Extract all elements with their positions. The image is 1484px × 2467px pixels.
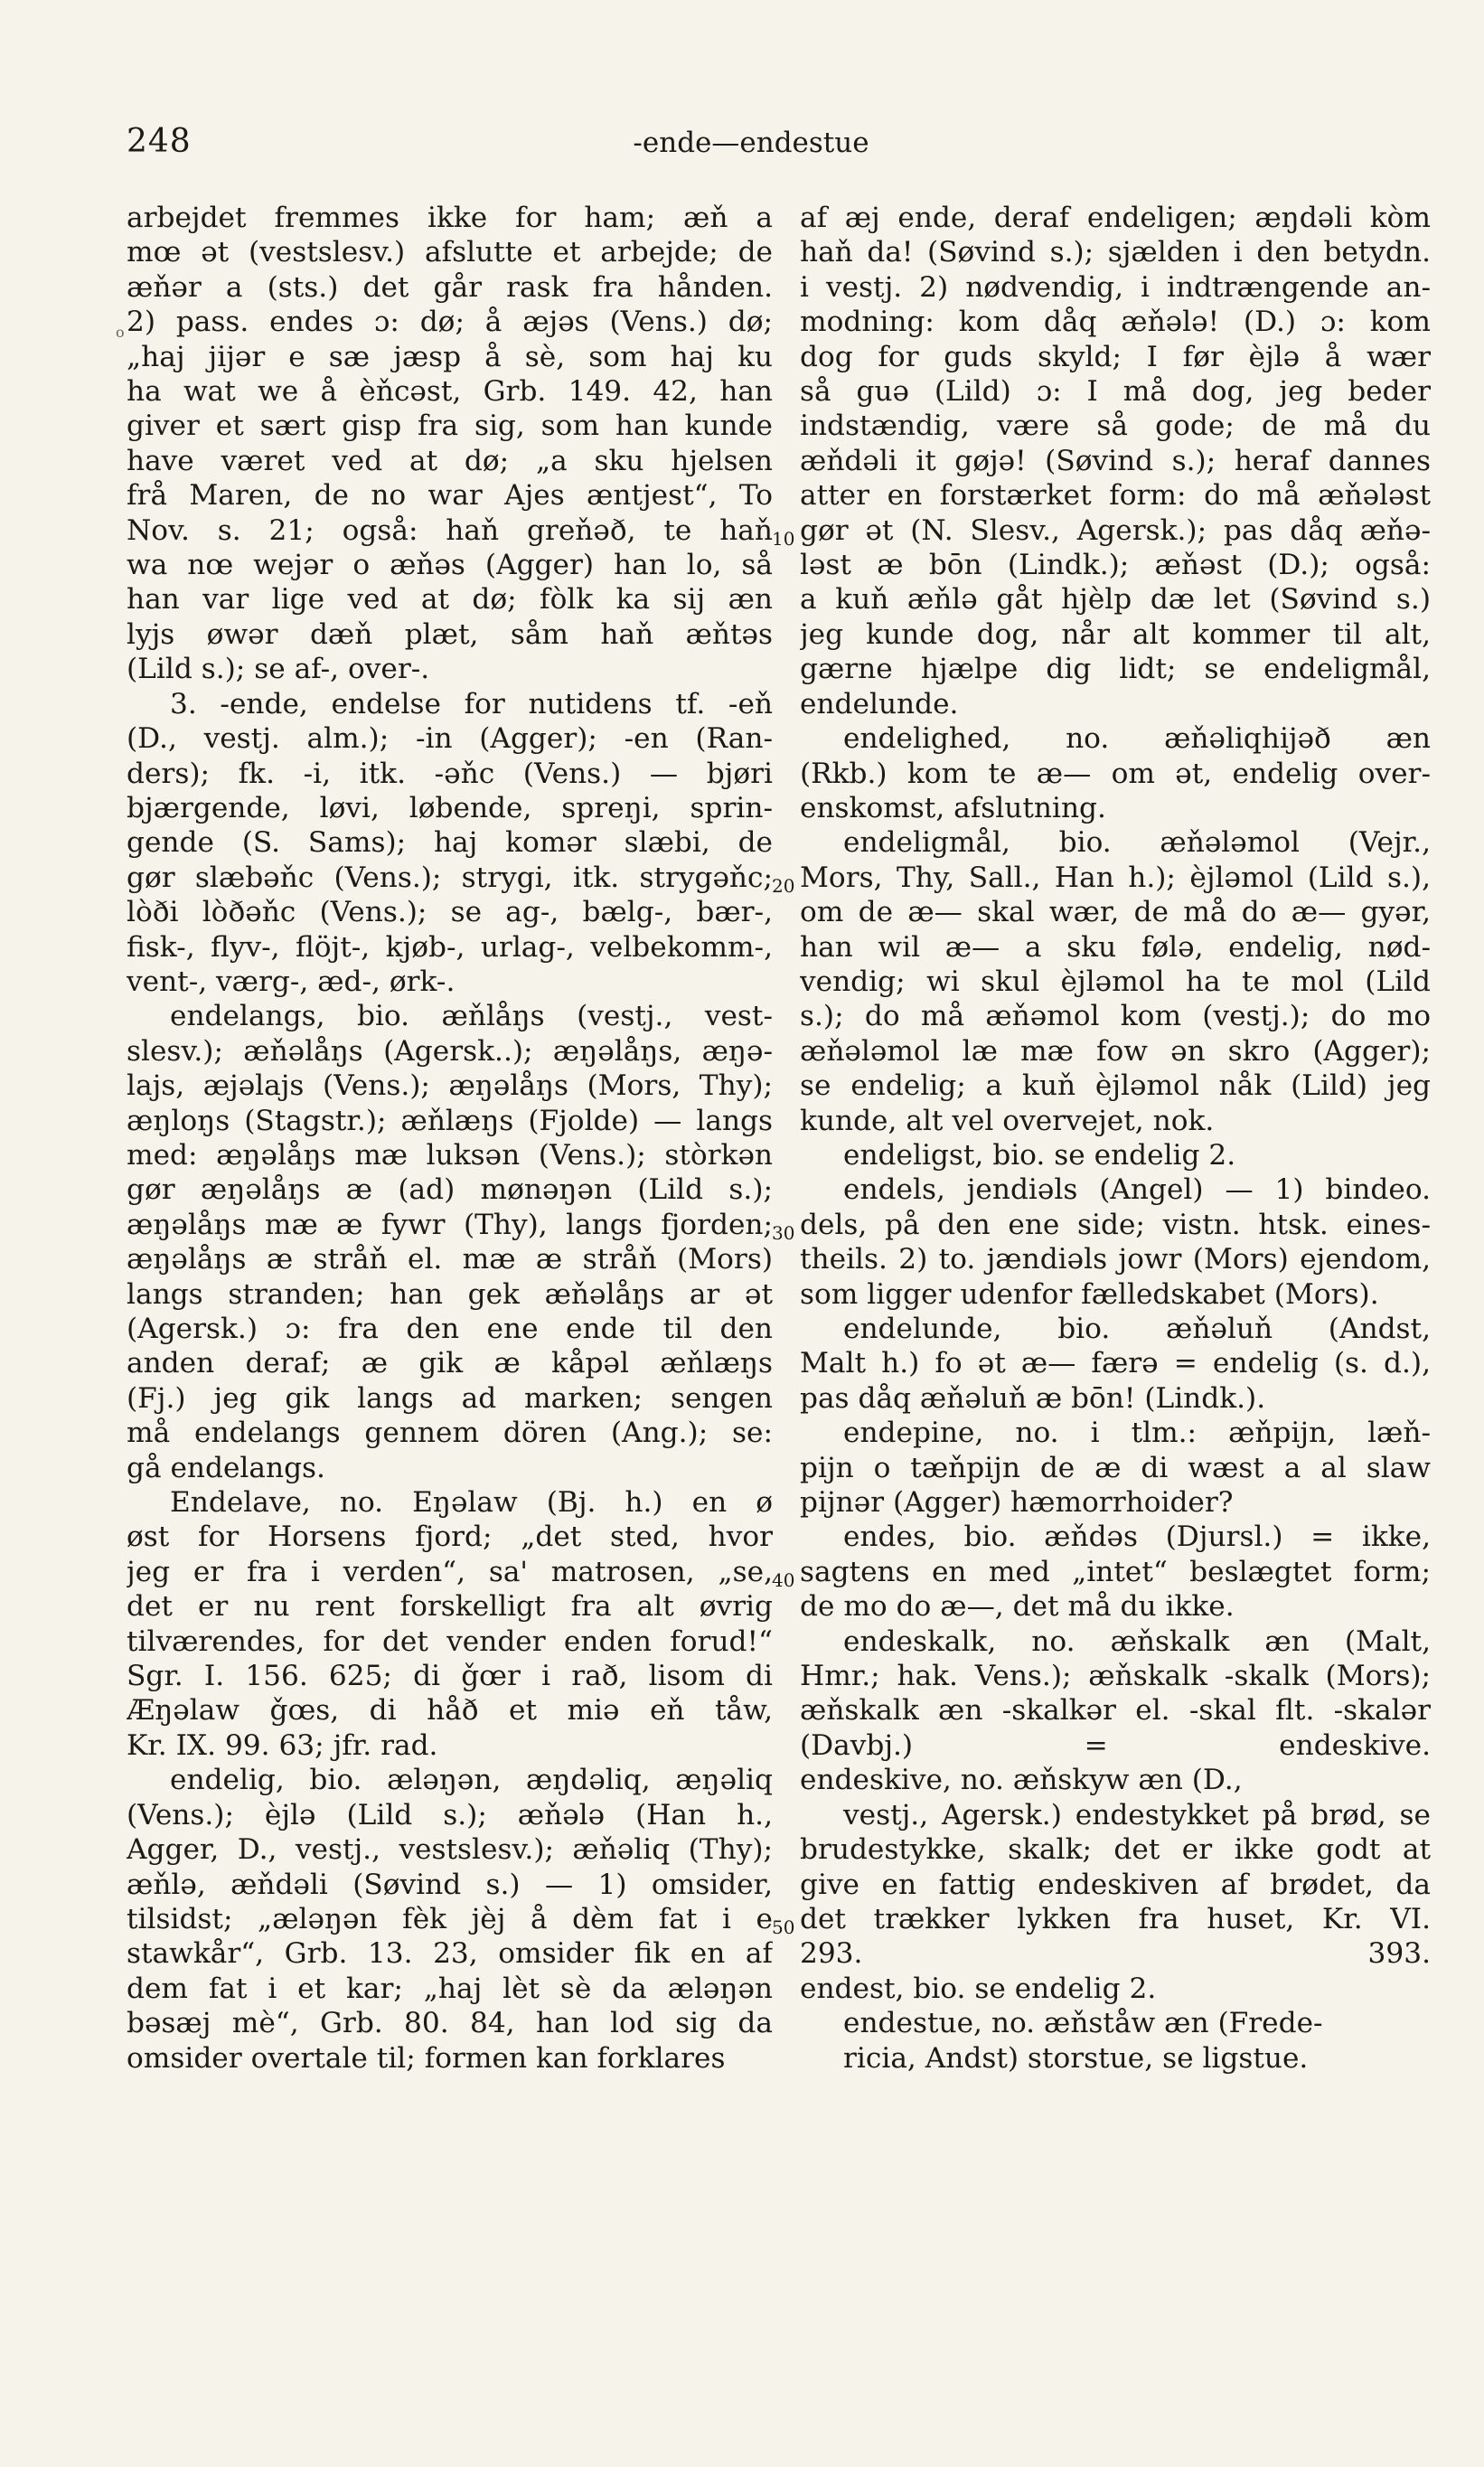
text-line: dem fat i et kar; „haj lèt sè da æləŋən	[127, 1972, 773, 2005]
text-line: enskomst, afslutning.	[800, 791, 1106, 824]
text-line: wa nœ wejər o æňəs (Agger) han lo, så	[127, 549, 773, 582]
text-line: (Davbj.) = endeskive.	[800, 1728, 1431, 1762]
text-line: Malt h.) fo ət æ— færə = endelig (s. d.),	[800, 1347, 1431, 1380]
text-line: fisk-, flyv-, flöjt-, kjøb-, urlag-, velbekomm-,	[127, 930, 773, 964]
text-line: (Lild s.); se af-, over-.	[127, 653, 430, 686]
text-line: om de æ— skal wær, de må do æ— gyər,	[800, 896, 1431, 929]
text-line: „haj jijər e sæ jæsp å sè, som haj ku	[127, 340, 773, 373]
text-line: (Rkb.) kom te æ— om ət, endelig over-	[800, 757, 1431, 790]
text-line: gør æŋəlåŋs æ (ad) mønəŋən (Lild s.);	[127, 1173, 773, 1207]
text-line: mœ ət (vestslesv.) afslutte et arbejde; de	[127, 236, 773, 269]
text-line: arbejdet fremmes ikke for ham; æň a	[127, 202, 773, 234]
text-line: jeg kunde dog, når alt kommer til alt,	[800, 617, 1431, 651]
text-line: pijnər (Agger) hæmorrhoider?	[800, 1486, 1234, 1520]
text-line: æňlə, æňdəli (Søvind s.) — 1) omsider,	[127, 1868, 773, 1901]
text-line: æňdəli it gøjə! (Søvind s.); heraf dannes	[800, 444, 1431, 477]
text-line: vent-, værg-, æd-, ørk-.	[127, 965, 456, 998]
running-head: -ende—endestue	[633, 127, 869, 159]
text-line: jeg er fra i verden“, sa' matrosen, „se,	[127, 1555, 773, 1588]
text-line: (Vens.); èjlə (Lild s.); æňələ (Han h.,	[127, 1798, 773, 1831]
text-line: endepine, no. i tlm.: æňpijn, læň-	[843, 1417, 1431, 1450]
text-line: øst for Horsens fjord; „det sted, hvor	[127, 1521, 773, 1554]
text-line: han var lige ved at dø; fòlk ka sij æn	[127, 583, 773, 617]
text-line: 293. 393.	[800, 1937, 1431, 1971]
text-line: pijn o tæňpijn de æ di wæst a al slaw	[800, 1451, 1431, 1484]
text-line: langs stranden; han gek æňəlåŋs ar ət	[127, 1277, 773, 1311]
text-line: endest, bio. se endelig 2.	[800, 1972, 1157, 2005]
text-line: frå Maren, de no war Ajes æntjest“, To	[127, 479, 773, 513]
text-line: tilsidst; „æləŋən fèk jèj å dèm fat i e	[127, 1902, 773, 1935]
text-line: give en fattig endeskiven af brødet, da	[800, 1868, 1431, 1901]
text-line: Æŋəlaw ǧœs, di håð et miə eň tåw,	[127, 1694, 773, 1728]
text-line: indstændig, være så gode; de må du	[800, 410, 1431, 443]
page-header	[127, 123, 1376, 168]
text-line: endelunde.	[800, 687, 959, 720]
text-line: Hmr.; hak. Vens.); æňskalk -skalk (Mors);	[800, 1660, 1431, 1693]
text-line: det trækker lykken fra huset, Kr. VI.	[800, 1902, 1431, 1935]
text-line: æňskalk æn -skalkər el. -skal flt. -skalər	[800, 1694, 1431, 1728]
text-line: æňələmol læ mæ fow ən skro (Agger);	[800, 1034, 1431, 1068]
text-line: Mors, Thy, Sall., Han h.); èjləmol (Lild s.),	[800, 861, 1431, 894]
text-line: bjærgende, løvi, løbende, spreŋi, sprin-	[127, 791, 773, 824]
text-line: endels, jendiəls (Angel) — 1) bindeo.	[843, 1173, 1431, 1207]
text-line: (Agersk.) ɔ: fra den ene ende til den	[127, 1313, 773, 1345]
text-line: gærne hjælpe dig lidt; se endeligmål,	[800, 653, 1431, 686]
text-line: endeligst, bio. se endelig 2.	[843, 1138, 1236, 1172]
text-line: s.); do må æňəmol kom (vestj.); do mo	[800, 1000, 1431, 1033]
text-line: haň da! (Søvind s.); sjælden i den betydn.	[800, 236, 1431, 269]
text-line: ha wat we å èňcəst, Grb. 149. 42, han	[127, 375, 773, 409]
text-line: gør slæbəňc (Vens.); strygi, itk. strygəňc;	[127, 861, 773, 894]
line-number: 10	[772, 527, 795, 550]
text-line: tilværendes, for det vender enden forud!“	[127, 1624, 773, 1658]
text-line: lajs, æjəlajs (Vens.); æŋəlåŋs (Mors, Thy);	[127, 1069, 773, 1103]
text-line: (D., vestj. alm.); -in (Agger); -en (Ran-	[127, 722, 773, 756]
text-line: med: æŋəlåŋs mæ luksən (Vens.); stòrkən	[127, 1138, 773, 1172]
text-line: endelunde, bio. æňəluň (Andst,	[843, 1313, 1431, 1345]
text-line: 3. -ende, endelse for nutidens tf. -eň	[170, 687, 773, 720]
text-line: endelangs, bio. æňlåŋs (vestj., vest-	[170, 1000, 773, 1033]
text-line: bəsæj mè“, Grb. 80. 84, han lod sig da	[127, 2007, 773, 2040]
text-line: Nov. s. 21; også: haň greňəð, te haň	[127, 513, 773, 547]
text-line: som ligger udenfor fælledskabet (Mors).	[800, 1277, 1379, 1311]
text-line: pas dåq æňəluň æ bōn! (Lindk.).	[800, 1381, 1266, 1415]
text-line: æňər a (sts.) det går rask fra hånden.	[127, 270, 773, 304]
text-line: vestj., Agersk.) endestykket på brød, se	[843, 1798, 1431, 1831]
text-line: Endelave, no. Eŋəlaw (Bj. h.) en ø	[170, 1486, 773, 1520]
line-number: 20	[772, 874, 795, 897]
text-line: endes, bio. æňdəs (Djursl.) = ikke,	[843, 1521, 1431, 1554]
text-line: endestue, no. æňståw æn (Frede-	[843, 2007, 1323, 2040]
text-line: de mo do æ—, det må du ikke.	[800, 1590, 1235, 1624]
text-line: atter en forstærket form: do må æňələst	[800, 479, 1431, 513]
text-line: ricia, Andst) storstue, se ligstue.	[843, 2041, 1309, 2075]
text-line: omsider overtale til; formen kan forklares	[127, 2041, 726, 2075]
text-line: 2) pass. endes ɔ: dø; å æjəs (Vens.) dø;	[127, 306, 773, 339]
text-line: Kr. IX. 99. 63; jfr. rad.	[127, 1728, 438, 1762]
text-line: så guə (Lild) ɔ: I må dog, jeg beder	[800, 375, 1431, 409]
text-line: æŋəlåŋs mæ æ fywr (Thy), langs fjorden;	[127, 1208, 773, 1241]
text-line: ders); fk. -i, itk. -əňc (Vens.) — bjøri	[127, 757, 773, 790]
text-line: kunde, alt vel overvejet, nok.	[800, 1104, 1215, 1137]
line-number: 50	[772, 1916, 795, 1938]
text-line: ləst æ bōn (Lindk.); æňəst (D.); også:	[800, 549, 1431, 582]
text-line: modning: kom dåq æňələ! (D.) ɔ: kom	[800, 306, 1431, 339]
text-line: sagtens en med „intet“ beslægtet form;	[800, 1555, 1431, 1588]
text-line: gør ət (N. Slesv., Agersk.); pas dåq æňə-	[800, 513, 1431, 547]
text-line: han wil æ— a sku følə, endelig, nød-	[800, 930, 1431, 964]
line-number: 30	[772, 1221, 795, 1244]
text-line: slesv.); æňəlåŋs (Agersk..); æŋəlåŋs, æŋə-	[127, 1034, 773, 1068]
text-line: stawkår“, Grb. 13. 23, omsider fik en af	[127, 1937, 773, 1971]
text-line: endeskalk, no. æňskalk æn (Malt,	[843, 1624, 1431, 1658]
text-line: endelig, bio. æləŋən, æŋdəliq, æŋəliq	[170, 1764, 773, 1797]
text-line: lòði lòðəňc (Vens.); se ag-, bælg-, bær-,	[127, 896, 773, 929]
text-line: Agger, D., vestj., vestslesv.); æňəliq (Thy);	[127, 1833, 773, 1867]
text-line: gå endelangs.	[127, 1451, 325, 1484]
text-line: det er nu rent forskelligt fra alt øvrig	[127, 1590, 773, 1624]
text-line: dels, på den ene side; vistn. htsk. eines-	[800, 1208, 1431, 1241]
line-number: 40	[772, 1568, 795, 1591]
text-line: anden deraf; æ gik æ kåpəl æňlæŋs	[127, 1347, 773, 1380]
text-line: må endelangs gennem dören (Ang.); se:	[127, 1417, 773, 1450]
text-line: lyjs øwər dæň plæt, såm haň æňtəs	[127, 617, 773, 651]
right-column	[800, 201, 1431, 2076]
text-line: endeligmål, bio. æňələmol (Vejr.,	[843, 826, 1431, 860]
page-number: 248	[127, 123, 192, 160]
text-line: gende (S. Sams); haj komər slæbi, de	[127, 826, 773, 860]
text-line: theils. 2) to. jændiəls jowr (Mors) ejendom,	[800, 1243, 1431, 1276]
text-line: af æj ende, deraf endeligen; æŋdəli kòm	[800, 202, 1431, 234]
text-line: (Fj.) jeg gik langs ad marken; sengen	[127, 1381, 773, 1415]
text-line: se endelig; a kuň èjləmol nåk (Lild) jeg	[800, 1069, 1431, 1103]
stray-mark: o	[116, 324, 125, 341]
text-line: endelighed, no. æňəliqhijəð æn	[843, 722, 1431, 756]
text-line: vendig; wi skul èjləmol ha te mol (Lild	[800, 965, 1431, 998]
text-line: endeskive, no. æňskyw æn (D.,	[800, 1764, 1243, 1797]
left-column	[127, 201, 773, 2076]
text-line: i vestj. 2) nødvendig, i indtrængende an-	[800, 270, 1431, 304]
text-line: æŋloŋs (Stagstr.); æňlæŋs (Fjolde) — langs	[127, 1104, 773, 1137]
text-line: giver et sært gisp fra sig, som han kunde	[127, 410, 773, 443]
text-line: a kuň æňlə gåt hjèlp dæ let (Søvind s.)	[800, 583, 1431, 617]
text-line: æŋəlåŋs æ stråň el. mæ æ stråň (Mors)	[127, 1243, 773, 1276]
text-line: brudestykke, skalk; det er ikke godt at	[800, 1833, 1431, 1867]
text-line: have været ved at dø; „a sku hjelsen	[127, 444, 773, 477]
text-line: dog for guds skyld; I før èjlə å wær	[800, 340, 1431, 373]
text-line: Sgr. I. 156. 625; di ǧœr i rað, lisom di	[127, 1660, 773, 1693]
